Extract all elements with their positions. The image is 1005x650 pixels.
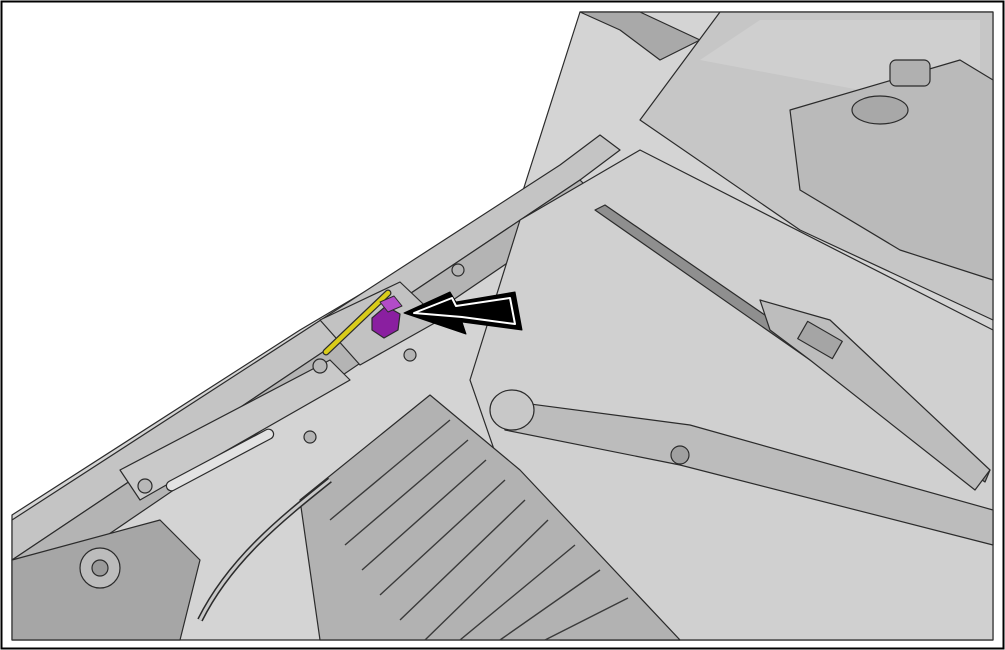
component-bolt: [92, 560, 108, 576]
wiper-nut: [671, 446, 689, 464]
dashboard-knob: [852, 96, 908, 124]
dashboard-switch: [890, 60, 930, 86]
bracket-bolt-2: [313, 359, 327, 373]
mount-bolt-1: [452, 264, 464, 276]
bracket-bolt-1: [138, 479, 152, 493]
mount-bolt-3: [304, 431, 316, 443]
mount-bolt-2: [404, 349, 416, 361]
wiper-pivot: [490, 390, 534, 430]
